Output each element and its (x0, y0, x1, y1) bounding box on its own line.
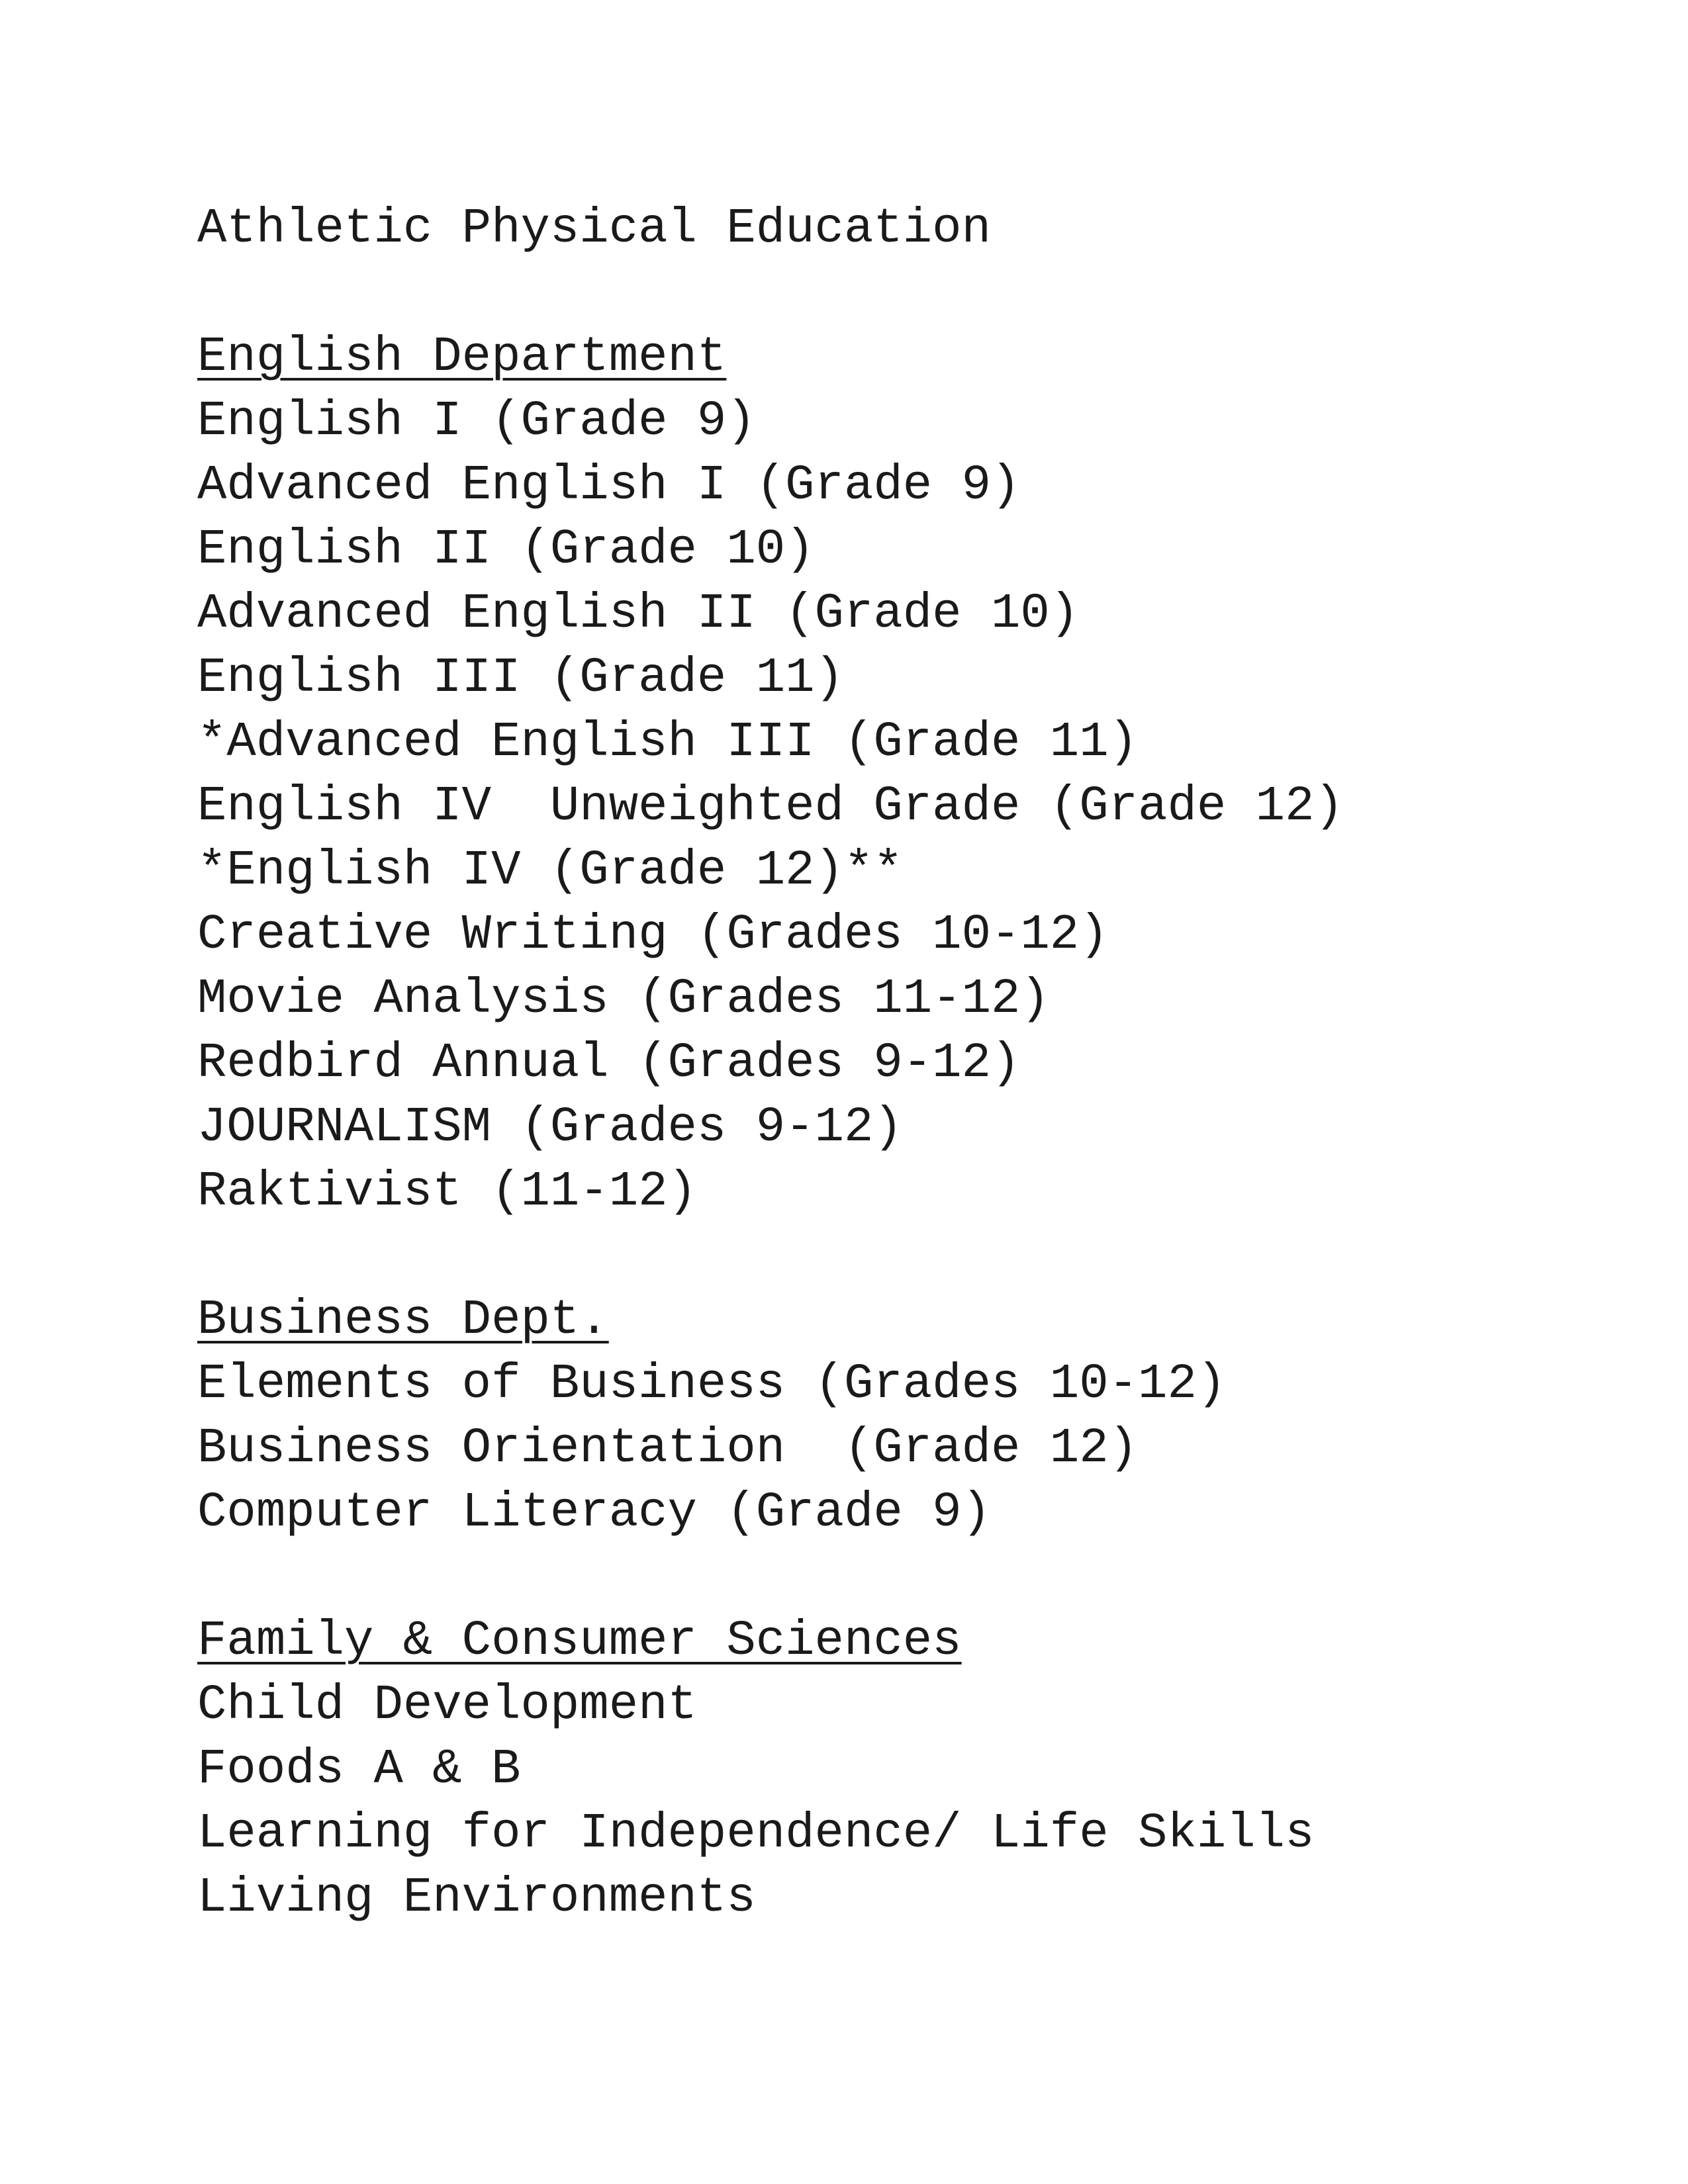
fcs-section-heading-line (197, 1610, 1521, 1674)
blank-line (197, 261, 1521, 326)
business-section-heading-line (197, 1289, 1521, 1353)
course-item: Living Environments (197, 1870, 756, 1926)
course-item: Child Development (197, 1678, 697, 1733)
course-item: Creative Writing (Grades 10-12) (197, 907, 1109, 963)
course-item: Foods A & B (197, 1742, 521, 1797)
english-department-heading: English Department (197, 330, 727, 385)
course-item: Learning for Independence/ Life Skills (197, 1806, 1315, 1862)
blank-line (197, 1224, 1521, 1289)
course-item: *Advanced English III (Grade 11) (197, 715, 1139, 770)
family-consumer-sciences-heading: Family & Consumer Sciences (197, 1614, 962, 1669)
course-item: Elements of Business (Grades 10-12) (197, 1357, 1227, 1412)
course-item: English IV Unweighted Grade (Grade 12) (197, 779, 1344, 835)
course-list (197, 197, 1521, 1931)
business-department-heading: Business Dept. (197, 1293, 609, 1348)
course-item: Advanced English I (Grade 9) (197, 458, 1021, 514)
blank-line (197, 1545, 1521, 1610)
course-item: Business Orientation (Grade 12) (197, 1421, 1139, 1477)
course-item: *English IV (Grade 12)** (197, 843, 903, 899)
course-item: Movie Analysis (Grades 11-12) (197, 972, 1050, 1027)
course-item: JOURNALISM (Grades 9-12) (197, 1100, 903, 1156)
course-item: Computer Literacy (Grade 9) (197, 1485, 991, 1541)
course-item: English II (Grade 10) (197, 522, 815, 578)
section-line-athletic-pe: Athletic Physical Education (197, 201, 991, 257)
course-item: English I (Grade 9) (197, 394, 756, 449)
course-item: Raktivist (11-12) (197, 1164, 697, 1220)
course-item: English III (Grade 11) (197, 651, 844, 706)
english-section-heading-line (197, 326, 1521, 390)
course-item: Advanced English II (Grade 10) (197, 586, 1080, 642)
course-item: Redbird Annual (Grades 9-12) (197, 1036, 1021, 1091)
